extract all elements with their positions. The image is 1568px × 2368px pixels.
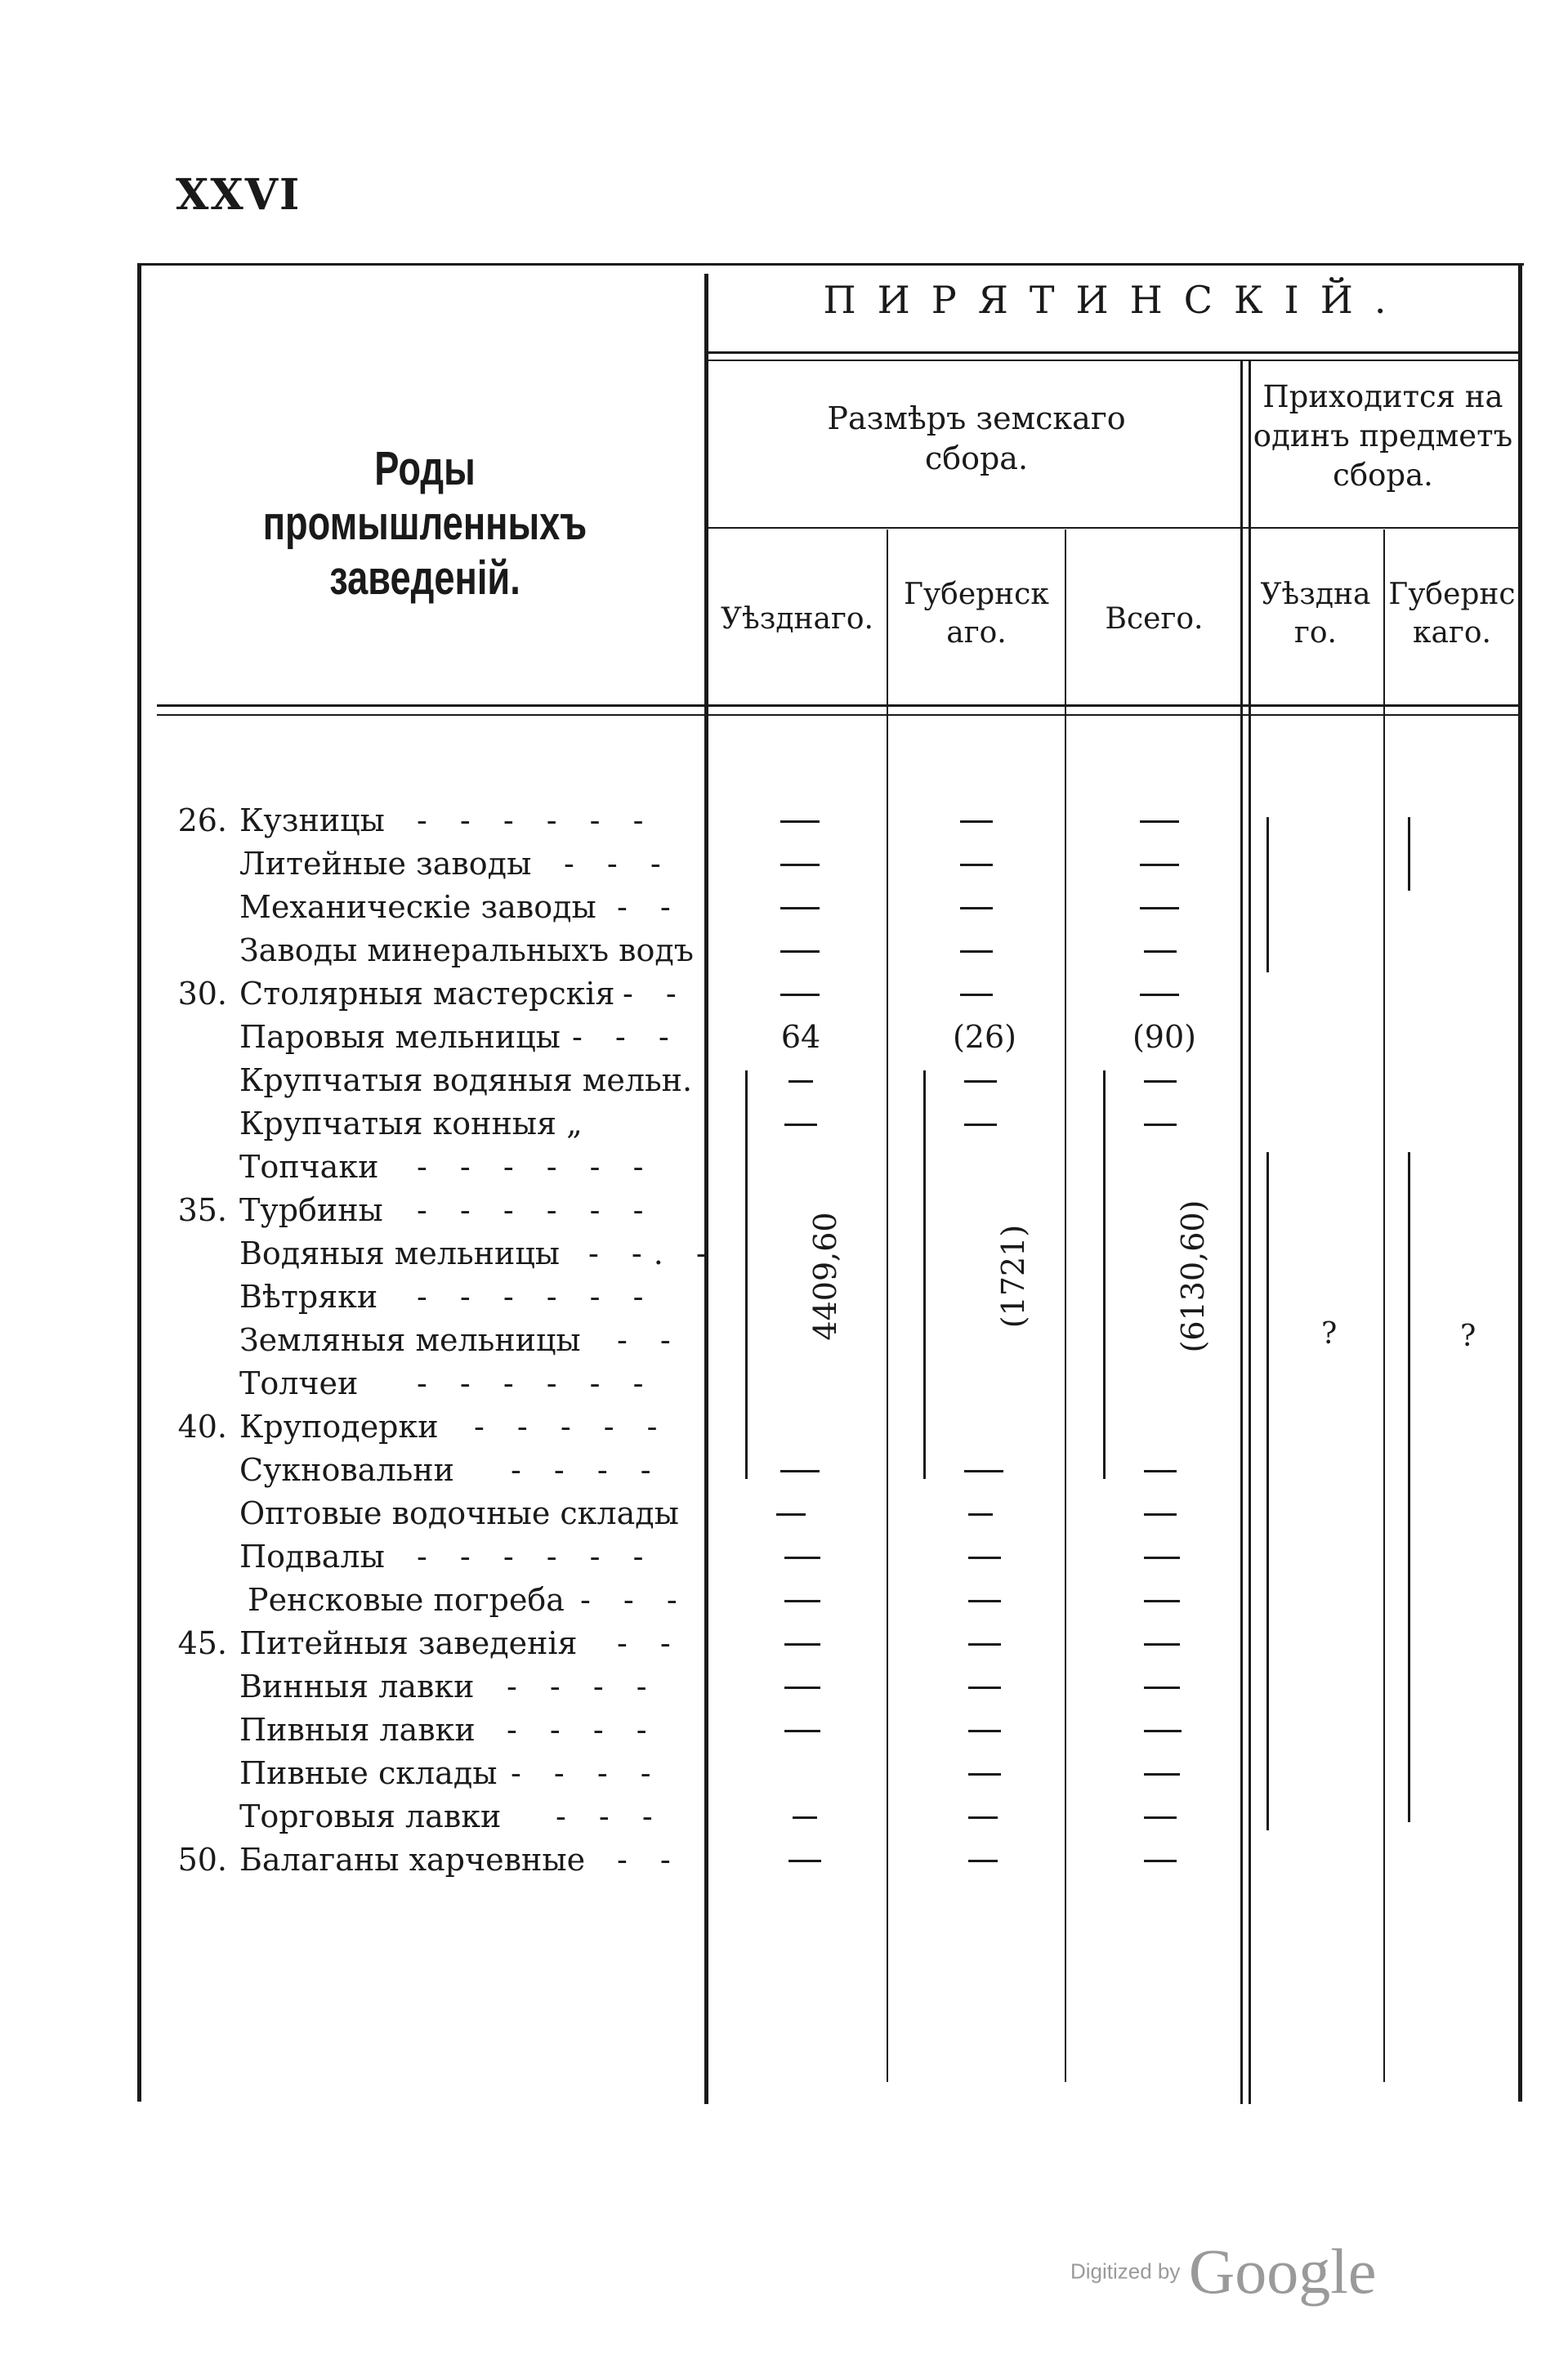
dash-uezd: [784, 1600, 820, 1602]
col-divider-3: [1383, 529, 1385, 2082]
dash-gub: [968, 1860, 998, 1862]
row-leader: - -: [617, 1322, 682, 1358]
row-leader: - - -: [572, 1019, 681, 1055]
row-leader: - -: [617, 1625, 682, 1661]
dash-uezd: [788, 1860, 821, 1862]
row-label: Водяныя мельницы: [239, 1235, 561, 1271]
dash-total: [1144, 1773, 1180, 1776]
group-total-uezd: 4409,60: [807, 1212, 843, 1341]
dash-gub: [960, 864, 993, 866]
group-divider-b: [1249, 360, 1251, 2104]
row-number: 45.: [177, 1625, 227, 1661]
row-label: Питейныя заведенія: [239, 1625, 578, 1661]
row-label: Крупчатыя водяныя мельн.: [239, 1062, 693, 1098]
row-leader: - - - - - -: [417, 1539, 655, 1575]
row-leader: - -: [617, 1842, 682, 1878]
district-rule-1: [707, 351, 1520, 354]
group-total-gub: (1721): [995, 1224, 1031, 1329]
row-number: 35.: [177, 1192, 227, 1228]
dash-total: [1140, 907, 1179, 909]
row-label: Подвалы: [239, 1539, 385, 1575]
row-label: Оптовые водочные склады: [239, 1495, 679, 1531]
subheader-rule: [707, 527, 1520, 529]
table-left-rule: [137, 263, 141, 2102]
dash-uezd: [784, 1687, 820, 1689]
row-leader: - -: [617, 889, 682, 925]
row-label: Литейные заводы: [239, 846, 532, 882]
dash-total: [1144, 1643, 1180, 1646]
row-label: Круподерки: [239, 1409, 439, 1445]
row-label: Механическіе заводы: [239, 889, 596, 925]
col-header-gub: Губернскаго.: [904, 578, 1049, 650]
row-leader: - - - - - -: [417, 1149, 655, 1185]
dash-uezd: [780, 820, 820, 823]
group-divider-a: [1240, 360, 1243, 2104]
dash-uezd: [776, 1513, 806, 1516]
row-label: Турбины: [239, 1192, 383, 1228]
google-logo-text: Google: [1188, 2236, 1377, 2307]
row-label: Балаганы харчевные: [239, 1842, 586, 1878]
dash-uezd: [780, 907, 820, 909]
row-leader: - - - - - -: [417, 1192, 655, 1228]
row-leader: - - - - - -: [417, 802, 655, 838]
row-leader: - -: [623, 976, 688, 1012]
dash-gub: [968, 1600, 1001, 1602]
dash-gub: [964, 1124, 997, 1126]
dash-total: [1144, 1816, 1177, 1819]
row-leader: - - - - -: [474, 1409, 669, 1445]
category-column-title: Роды промышленныхъ заведеній.: [262, 442, 587, 605]
dash-gub: [968, 1773, 1001, 1776]
col-header-total: Всего.: [1105, 602, 1204, 636]
row-leader: - - - -: [507, 1669, 659, 1705]
row-label: Топчаки: [239, 1149, 379, 1185]
row-label: Торговыя лавки: [239, 1798, 502, 1834]
dash-uezd: [780, 994, 820, 996]
dash-total: [1144, 1124, 1177, 1126]
dash-gub: [960, 820, 993, 823]
dash-uezd: [784, 1557, 820, 1559]
row-number: 50.: [177, 1842, 227, 1878]
dash-uezd: [784, 1643, 820, 1646]
row-label: Пивныя лавки: [239, 1712, 476, 1748]
col-divider-2: [1065, 529, 1066, 2082]
steam-mills-gub: (26): [952, 1019, 1016, 1055]
dash-total: [1144, 1080, 1177, 1083]
col-divider-1: [887, 529, 888, 2082]
row-label: Заводы минеральныхъ водъ: [239, 932, 694, 968]
row-label: Кузницы: [239, 802, 385, 838]
group-total-all: (6130,60): [1175, 1200, 1211, 1353]
row-leader: - - -: [564, 846, 672, 882]
row-leader: - - -: [556, 1798, 664, 1834]
dash-total: [1144, 950, 1177, 953]
digitized-watermark: [1070, 2235, 1376, 2308]
dash-uezd: [780, 1470, 820, 1472]
name-column-rule: [704, 274, 708, 2104]
steam-mills-uezd: 64: [780, 1019, 821, 1055]
dash-total: [1144, 1600, 1180, 1602]
per-item-group-header: Приходится на одинъ предметъ сбора.: [1253, 379, 1513, 494]
brace-gub-per-upper: [1408, 817, 1410, 891]
row-leader: - - - - - -: [417, 1365, 655, 1401]
watermark-prefix: Digitized by: [1070, 2259, 1181, 2284]
row-label: Земляныя мельницы: [239, 1322, 581, 1358]
row-label: Толчеи: [239, 1365, 359, 1401]
dash-uezd: [780, 864, 820, 866]
dash-uezd: [784, 1124, 817, 1126]
district-rule-2: [707, 360, 1520, 361]
district-name: ПИРЯТИНСКІЙ.: [823, 278, 1408, 322]
row-label: Крупчатыя конныя „: [239, 1106, 583, 1142]
brace-total: [1103, 1070, 1106, 1479]
row-label: Паровыя мельницы: [239, 1019, 561, 1055]
dash-total: [1140, 994, 1179, 996]
table-top-rule: [139, 263, 1524, 266]
dash-total: [1144, 1687, 1180, 1689]
row-label: Пивные склады: [239, 1755, 498, 1791]
table-right-rule: [1518, 263, 1522, 2102]
row-label: Ренсковые погреба: [248, 1582, 565, 1618]
brace-uezd-per-upper: [1266, 817, 1269, 972]
row-leader: - - - -: [511, 1452, 663, 1488]
per-item-gub-unknown: ?: [1460, 1320, 1476, 1353]
row-leader: - - -: [580, 1582, 689, 1618]
row-leader: - - - -: [511, 1755, 663, 1791]
dash-gub: [960, 994, 993, 996]
row-label: Столярныя мастерскія: [239, 976, 615, 1012]
row-leader: - - - - - -: [417, 1279, 655, 1315]
dash-total: [1140, 820, 1179, 823]
dash-uezd: [788, 1080, 813, 1083]
dash-uezd: [793, 1816, 817, 1819]
row-leader: - - - -: [507, 1712, 659, 1748]
dash-gub: [968, 1513, 993, 1516]
dash-gub: [960, 907, 993, 909]
dash-total: [1144, 1513, 1177, 1516]
page-number: XXVI: [176, 170, 302, 220]
dash-gub: [968, 1557, 1001, 1559]
row-label: Сукновальни: [239, 1452, 454, 1488]
per-item-uezd-unknown: ?: [1321, 1317, 1338, 1351]
dash-gub: [968, 1643, 1001, 1646]
levy-group-header: Размѣръ земскаго сбора.: [827, 400, 1126, 477]
dash-gub: [968, 1730, 1001, 1732]
brace-uezd-per-lower: [1266, 1152, 1269, 1830]
row-label: Вѣтряки: [239, 1279, 378, 1315]
dash-gub: [960, 950, 993, 953]
col-header-uezd: Уѣзднаго.: [721, 602, 873, 636]
steam-mills-total: (90): [1132, 1019, 1196, 1055]
row-number: 30.: [177, 976, 227, 1012]
row-number: 40.: [177, 1409, 227, 1445]
dash-total: [1144, 1860, 1177, 1862]
row-number: 26.: [177, 802, 227, 838]
dash-total: [1144, 1470, 1177, 1472]
dash-gub: [968, 1816, 998, 1819]
dash-total: [1144, 1730, 1182, 1732]
dash-total: [1140, 864, 1179, 866]
row-label: Винныя лавки: [239, 1669, 475, 1705]
dash-gub: [964, 1470, 1003, 1472]
header-bottom-rule-2: [157, 714, 1520, 716]
brace-gub-per-lower: [1408, 1152, 1410, 1822]
dash-gub: [968, 1687, 1001, 1689]
header-bottom-rule-1: [157, 704, 1520, 707]
dash-gub: [964, 1080, 997, 1083]
col-header-uezd-per: Уѣзднаго.: [1260, 578, 1371, 650]
row-leader: - -. -: [588, 1235, 718, 1271]
col-header-gub-per: Губернскаго.: [1388, 578, 1516, 650]
brace-uezd: [745, 1070, 748, 1479]
brace-gub: [923, 1070, 926, 1479]
dash-total: [1144, 1557, 1180, 1559]
dash-uezd: [784, 1730, 820, 1732]
dash-uezd: [780, 950, 820, 953]
